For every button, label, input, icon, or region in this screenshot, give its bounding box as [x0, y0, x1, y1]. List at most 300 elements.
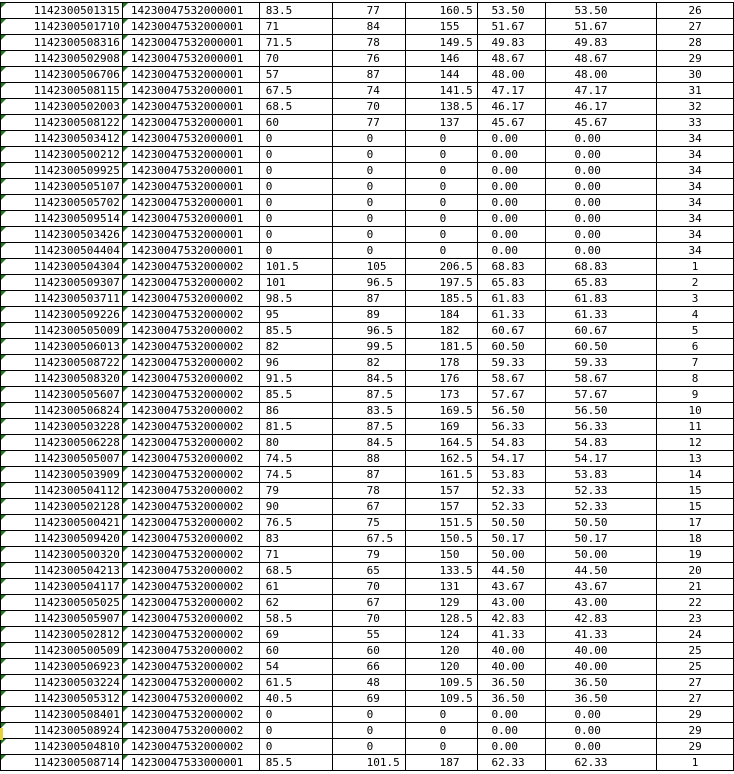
table-cell[interactable]: 66 [332, 659, 405, 675]
table-cell[interactable]: 1142300501710 [1, 19, 123, 35]
table-cell[interactable]: 28 [657, 35, 734, 51]
table-cell[interactable]: 85.5 [259, 387, 332, 403]
table-cell[interactable]: 1142300505007 [1, 451, 123, 467]
table-cell[interactable]: 61.83 [546, 291, 657, 307]
table-cell[interactable]: 14230047532000002 [122, 499, 259, 515]
table-cell[interactable]: 26 [657, 3, 734, 19]
table-cell[interactable]: 0 [405, 739, 477, 755]
table-cell[interactable]: 144 [405, 67, 477, 83]
table-cell[interactable]: 18 [657, 531, 734, 547]
table-cell[interactable]: 0 [259, 211, 332, 227]
table-cell[interactable]: 14230047532000001 [122, 99, 259, 115]
table-cell[interactable]: 87.5 [332, 387, 405, 403]
table-cell[interactable]: 40.5 [259, 691, 332, 707]
table-cell[interactable]: 68.5 [259, 563, 332, 579]
table-cell[interactable]: 0.00 [546, 243, 657, 259]
table-cell[interactable]: 1142300506013 [1, 339, 123, 355]
table-cell[interactable]: 138.5 [405, 99, 477, 115]
table-cell[interactable]: 67.5 [332, 531, 405, 547]
table-cell[interactable]: 29 [657, 723, 734, 739]
table-cell[interactable]: 2 [657, 275, 734, 291]
table-cell[interactable]: 14230047532000002 [122, 579, 259, 595]
table-cell[interactable]: 0 [332, 707, 405, 723]
table-cell[interactable]: 0.00 [477, 179, 546, 195]
table-cell[interactable]: 60.67 [546, 323, 657, 339]
table-cell[interactable]: 59.33 [477, 355, 546, 371]
table-cell[interactable]: 87.5 [332, 419, 405, 435]
table-cell[interactable]: 14230047532000002 [122, 515, 259, 531]
table-cell[interactable]: 71 [259, 19, 332, 35]
table-cell[interactable]: 84.5 [332, 371, 405, 387]
table-cell[interactable]: 1142300503426 [1, 227, 123, 243]
table-cell[interactable]: 87 [332, 291, 405, 307]
table-cell[interactable]: 57 [259, 67, 332, 83]
table-cell[interactable]: 9 [657, 387, 734, 403]
table-cell[interactable]: 60.67 [477, 323, 546, 339]
table-cell[interactable]: 169 [405, 419, 477, 435]
table-cell[interactable]: 0 [405, 147, 477, 163]
table-cell[interactable]: 14230047532000002 [122, 643, 259, 659]
table-cell[interactable]: 1142300505009 [1, 323, 123, 339]
table-cell[interactable]: 1142300506923 [1, 659, 123, 675]
table-cell[interactable]: 14230047532000002 [122, 547, 259, 563]
table-cell[interactable]: 14230047532000001 [122, 147, 259, 163]
table-cell[interactable]: 14230047532000001 [122, 131, 259, 147]
table-cell[interactable]: 14230047532000001 [122, 3, 259, 19]
table-cell[interactable]: 176 [405, 371, 477, 387]
table-cell[interactable]: 0 [405, 195, 477, 211]
table-cell[interactable]: 61.33 [546, 307, 657, 323]
table-cell[interactable]: 62.33 [546, 755, 657, 771]
table-cell[interactable]: 0 [332, 211, 405, 227]
table-cell[interactable]: 36.50 [477, 675, 546, 691]
table-cell[interactable]: 0 [332, 179, 405, 195]
table-cell[interactable]: 79 [259, 483, 332, 499]
table-cell[interactable]: 14230047532000002 [122, 275, 259, 291]
table-cell[interactable]: 49.83 [546, 35, 657, 51]
table-cell[interactable]: 30 [657, 67, 734, 83]
table-cell[interactable]: 0.00 [477, 163, 546, 179]
table-cell[interactable]: 65 [332, 563, 405, 579]
table-cell[interactable]: 22 [657, 595, 734, 611]
table-cell[interactable]: 0 [259, 243, 332, 259]
table-cell[interactable]: 76 [332, 51, 405, 67]
table-cell[interactable]: 25 [657, 659, 734, 675]
table-cell[interactable]: 1142300500212 [1, 147, 123, 163]
table-cell[interactable]: 1142300504810 [1, 739, 123, 755]
table-cell[interactable]: 0.00 [477, 723, 546, 739]
table-cell[interactable]: 169.5 [405, 403, 477, 419]
table-cell[interactable]: 0 [332, 195, 405, 211]
table-cell[interactable]: 0.00 [546, 179, 657, 195]
table-cell[interactable]: 0 [259, 707, 332, 723]
table-cell[interactable]: 50.17 [546, 531, 657, 547]
table-cell[interactable]: 27 [657, 19, 734, 35]
table-cell[interactable]: 14230047532000001 [122, 115, 259, 131]
table-cell[interactable]: 27 [657, 675, 734, 691]
table-cell[interactable]: 0 [332, 723, 405, 739]
table-cell[interactable]: 40.00 [477, 643, 546, 659]
table-cell[interactable]: 1142300502128 [1, 499, 123, 515]
table-cell[interactable]: 10 [657, 403, 734, 419]
table-cell[interactable]: 173 [405, 387, 477, 403]
table-cell[interactable]: 14230047532000002 [122, 323, 259, 339]
table-cell[interactable]: 32 [657, 99, 734, 115]
table-cell[interactable]: 34 [657, 195, 734, 211]
table-cell[interactable]: 1142300508401 [1, 707, 123, 723]
table-cell[interactable]: 206.5 [405, 259, 477, 275]
table-cell[interactable]: 0.00 [546, 211, 657, 227]
table-cell[interactable]: 50.50 [477, 515, 546, 531]
table-cell[interactable]: 34 [657, 163, 734, 179]
table-cell[interactable]: 151.5 [405, 515, 477, 531]
table-cell[interactable]: 60 [332, 643, 405, 659]
table-cell[interactable]: 80 [259, 435, 332, 451]
table-cell[interactable]: 67 [332, 595, 405, 611]
table-cell[interactable]: 1142300500421 [1, 515, 123, 531]
table-cell[interactable]: 0 [332, 163, 405, 179]
table-cell[interactable]: 75 [332, 515, 405, 531]
table-cell[interactable]: 1 [657, 259, 734, 275]
table-cell[interactable]: 96.5 [332, 323, 405, 339]
table-cell[interactable]: 52.33 [477, 483, 546, 499]
table-cell[interactable]: 65.83 [477, 275, 546, 291]
table-cell[interactable]: 54.83 [546, 435, 657, 451]
table-cell[interactable]: 1142300505025 [1, 595, 123, 611]
table-cell[interactable]: 53.83 [477, 467, 546, 483]
table-cell[interactable]: 77 [332, 3, 405, 19]
table-cell[interactable]: 137 [405, 115, 477, 131]
table-cell[interactable]: 56.50 [477, 403, 546, 419]
table-cell[interactable]: 87 [332, 67, 405, 83]
table-cell[interactable]: 53.50 [477, 3, 546, 19]
table-cell[interactable]: 82 [332, 355, 405, 371]
table-cell[interactable]: 1142300509226 [1, 307, 123, 323]
table-cell[interactable]: 70 [332, 99, 405, 115]
table-cell[interactable]: 54 [259, 659, 332, 675]
table-cell[interactable]: 14230047532000002 [122, 451, 259, 467]
table-cell[interactable]: 14230047532000001 [122, 195, 259, 211]
table-cell[interactable]: 25 [657, 643, 734, 659]
table-cell[interactable]: 14230047532000002 [122, 259, 259, 275]
table-cell[interactable]: 0 [259, 739, 332, 755]
table-cell[interactable]: 14230047532000002 [122, 371, 259, 387]
table-cell[interactable]: 50.00 [546, 547, 657, 563]
table-cell[interactable]: 68.83 [477, 259, 546, 275]
table-cell[interactable]: 98.5 [259, 291, 332, 307]
table-cell[interactable]: 0 [405, 179, 477, 195]
table-cell[interactable]: 0 [405, 723, 477, 739]
table-cell[interactable]: 157 [405, 499, 477, 515]
table-cell[interactable]: 89 [332, 307, 405, 323]
table-cell[interactable]: 5 [657, 323, 734, 339]
table-cell[interactable]: 36.50 [546, 675, 657, 691]
table-cell[interactable]: 50.17 [477, 531, 546, 547]
table-cell[interactable]: 52.33 [546, 483, 657, 499]
table-cell[interactable]: 14230047532000001 [122, 243, 259, 259]
table-cell[interactable]: 0 [259, 163, 332, 179]
table-cell[interactable]: 60.50 [477, 339, 546, 355]
table-cell[interactable]: 90 [259, 499, 332, 515]
table-cell[interactable]: 101 [259, 275, 332, 291]
table-cell[interactable]: 91.5 [259, 371, 332, 387]
table-cell[interactable]: 14230047532000002 [122, 291, 259, 307]
table-cell[interactable]: 14230047532000002 [122, 563, 259, 579]
table-cell[interactable]: 15 [657, 499, 734, 515]
table-cell[interactable]: 1142300503711 [1, 291, 123, 307]
table-cell[interactable]: 0 [332, 227, 405, 243]
table-cell[interactable]: 0 [259, 227, 332, 243]
table-cell[interactable]: 109.5 [405, 691, 477, 707]
table-cell[interactable]: 40.00 [546, 659, 657, 675]
table-cell[interactable]: 79 [332, 547, 405, 563]
table-cell[interactable]: 182 [405, 323, 477, 339]
table-cell[interactable]: 52.33 [546, 499, 657, 515]
table-cell[interactable]: 0.00 [546, 147, 657, 163]
table-cell[interactable]: 83.5 [332, 403, 405, 419]
table-cell[interactable]: 14230047532000001 [122, 83, 259, 99]
table-cell[interactable]: 1142300505907 [1, 611, 123, 627]
table-cell[interactable]: 0.00 [546, 227, 657, 243]
table-cell[interactable]: 14230047532000002 [122, 419, 259, 435]
table-cell[interactable]: 19 [657, 547, 734, 563]
table-cell[interactable]: 14230047532000002 [122, 723, 259, 739]
table-cell[interactable]: 34 [657, 211, 734, 227]
table-cell[interactable]: 40.00 [477, 659, 546, 675]
table-cell[interactable]: 42.83 [477, 611, 546, 627]
table-cell[interactable]: 0 [332, 131, 405, 147]
table-cell[interactable]: 84.5 [332, 435, 405, 451]
table-cell[interactable]: 160.5 [405, 3, 477, 19]
table-cell[interactable]: 85.5 [259, 323, 332, 339]
table-cell[interactable]: 45.67 [546, 115, 657, 131]
table-cell[interactable]: 74.5 [259, 467, 332, 483]
table-cell[interactable]: 0 [332, 147, 405, 163]
table-cell[interactable]: 1142300503224 [1, 675, 123, 691]
table-cell[interactable]: 1142300505312 [1, 691, 123, 707]
table-cell[interactable]: 184 [405, 307, 477, 323]
table-cell[interactable]: 83.5 [259, 3, 332, 19]
table-cell[interactable]: 1142300509925 [1, 163, 123, 179]
table-cell[interactable]: 150 [405, 547, 477, 563]
table-cell[interactable]: 61.5 [259, 675, 332, 691]
table-cell[interactable]: 57.67 [477, 387, 546, 403]
table-cell[interactable]: 48.67 [546, 51, 657, 67]
table-cell[interactable]: 58.67 [477, 371, 546, 387]
table-cell[interactable]: 62 [259, 595, 332, 611]
table-cell[interactable]: 0 [332, 739, 405, 755]
table-cell[interactable]: 0 [259, 179, 332, 195]
table-cell[interactable]: 23 [657, 611, 734, 627]
table-cell[interactable]: 45.67 [477, 115, 546, 131]
table-cell[interactable]: 0 [405, 227, 477, 243]
table-cell[interactable]: 1142300504213 [1, 563, 123, 579]
table-cell[interactable]: 71.5 [259, 35, 332, 51]
table-cell[interactable]: 54.17 [546, 451, 657, 467]
table-cell[interactable]: 0 [405, 131, 477, 147]
table-cell[interactable]: 1142300501315 [1, 3, 123, 19]
table-cell[interactable]: 24 [657, 627, 734, 643]
table-cell[interactable]: 34 [657, 131, 734, 147]
table-cell[interactable]: 1142300505607 [1, 387, 123, 403]
table-cell[interactable]: 69 [259, 627, 332, 643]
table-cell[interactable]: 197.5 [405, 275, 477, 291]
table-cell[interactable]: 1 [657, 755, 734, 771]
table-cell[interactable]: 1142300509514 [1, 211, 123, 227]
table-cell[interactable]: 1142300505107 [1, 179, 123, 195]
table-cell[interactable]: 46.17 [546, 99, 657, 115]
table-cell[interactable]: 0 [259, 195, 332, 211]
table-cell[interactable]: 78 [332, 483, 405, 499]
table-cell[interactable]: 70 [332, 579, 405, 595]
table-cell[interactable]: 14230047532000001 [122, 67, 259, 83]
table-cell[interactable]: 69 [332, 691, 405, 707]
table-cell[interactable]: 34 [657, 227, 734, 243]
table-cell[interactable]: 48 [332, 675, 405, 691]
table-cell[interactable]: 48.00 [546, 67, 657, 83]
table-cell[interactable]: 150.5 [405, 531, 477, 547]
table-cell[interactable]: 49.83 [477, 35, 546, 51]
table-cell[interactable]: 56.33 [546, 419, 657, 435]
table-cell[interactable]: 78 [332, 35, 405, 51]
table-cell[interactable]: 1142300504112 [1, 483, 123, 499]
table-cell[interactable]: 14230047532000002 [122, 307, 259, 323]
table-cell[interactable]: 161.5 [405, 467, 477, 483]
table-cell[interactable]: 74.5 [259, 451, 332, 467]
table-cell[interactable]: 14230047532000002 [122, 707, 259, 723]
table-cell[interactable]: 56.50 [546, 403, 657, 419]
table-cell[interactable]: 14230047532000001 [122, 35, 259, 51]
table-cell[interactable]: 141.5 [405, 83, 477, 99]
table-cell[interactable]: 1142300500509 [1, 643, 123, 659]
table-cell[interactable]: 1142300508320 [1, 371, 123, 387]
table-cell[interactable]: 129 [405, 595, 477, 611]
table-cell[interactable]: 1142300503228 [1, 419, 123, 435]
table-cell[interactable]: 1142300506228 [1, 435, 123, 451]
table-cell[interactable]: 41.33 [477, 627, 546, 643]
table-cell[interactable]: 61.33 [477, 307, 546, 323]
table-cell[interactable]: 71 [259, 547, 332, 563]
table-cell[interactable]: 155 [405, 19, 477, 35]
table-cell[interactable]: 1142300505702 [1, 195, 123, 211]
table-cell[interactable]: 13 [657, 451, 734, 467]
table-cell[interactable]: 44.50 [477, 563, 546, 579]
table-cell[interactable]: 14230047532000002 [122, 387, 259, 403]
table-cell[interactable]: 67.5 [259, 83, 332, 99]
table-cell[interactable]: 29 [657, 707, 734, 723]
table-cell[interactable]: 162.5 [405, 451, 477, 467]
table-cell[interactable]: 1142300506706 [1, 67, 123, 83]
table-cell[interactable]: 14230047532000002 [122, 467, 259, 483]
table-cell[interactable]: 43.00 [477, 595, 546, 611]
table-cell[interactable]: 48.67 [477, 51, 546, 67]
table-cell[interactable]: 58.5 [259, 611, 332, 627]
table-cell[interactable]: 0.00 [546, 739, 657, 755]
table-cell[interactable]: 146 [405, 51, 477, 67]
table-cell[interactable]: 185.5 [405, 291, 477, 307]
table-cell[interactable]: 164.5 [405, 435, 477, 451]
table-cell[interactable]: 61 [259, 579, 332, 595]
table-cell[interactable]: 43.67 [546, 579, 657, 595]
table-cell[interactable]: 29 [657, 51, 734, 67]
table-cell[interactable]: 1142300502003 [1, 99, 123, 115]
table-cell[interactable]: 14230047532000001 [122, 163, 259, 179]
table-cell[interactable]: 14230047532000002 [122, 355, 259, 371]
table-cell[interactable]: 101.5 [259, 259, 332, 275]
table-cell[interactable]: 67 [332, 499, 405, 515]
table-cell[interactable]: 57.67 [546, 387, 657, 403]
table-cell[interactable]: 105 [332, 259, 405, 275]
table-cell[interactable]: 157 [405, 483, 477, 499]
table-cell[interactable]: 55 [332, 627, 405, 643]
table-cell[interactable]: 14230047532000002 [122, 435, 259, 451]
table-cell[interactable]: 1142300504404 [1, 243, 123, 259]
table-cell[interactable]: 0 [332, 243, 405, 259]
table-cell[interactable]: 0.00 [477, 739, 546, 755]
table-cell[interactable]: 51.67 [546, 19, 657, 35]
table-cell[interactable]: 96 [259, 355, 332, 371]
table-cell[interactable]: 50.00 [477, 547, 546, 563]
table-cell[interactable]: 83 [259, 531, 332, 547]
table-cell[interactable]: 14230047532000001 [122, 51, 259, 67]
table-cell[interactable]: 60.50 [546, 339, 657, 355]
table-cell[interactable]: 149.5 [405, 35, 477, 51]
table-cell[interactable]: 131 [405, 579, 477, 595]
table-cell[interactable]: 77 [332, 115, 405, 131]
table-cell[interactable]: 33 [657, 115, 734, 131]
table-cell[interactable]: 0 [259, 131, 332, 147]
table-cell[interactable]: 20 [657, 563, 734, 579]
table-cell[interactable]: 109.5 [405, 675, 477, 691]
table-cell[interactable]: 53.83 [546, 467, 657, 483]
table-cell[interactable]: 14230047532000002 [122, 611, 259, 627]
table-cell[interactable]: 14230047532000002 [122, 659, 259, 675]
table-cell[interactable]: 1142300508714 [1, 755, 123, 771]
table-cell[interactable]: 0 [405, 243, 477, 259]
table-cell[interactable]: 74 [332, 83, 405, 99]
table-cell[interactable]: 0.00 [477, 195, 546, 211]
table-cell[interactable]: 68.5 [259, 99, 332, 115]
table-cell[interactable]: 70 [259, 51, 332, 67]
table-cell[interactable]: 86 [259, 403, 332, 419]
table-cell[interactable]: 81.5 [259, 419, 332, 435]
table-cell[interactable]: 133.5 [405, 563, 477, 579]
table-cell[interactable]: 0 [405, 707, 477, 723]
table-cell[interactable]: 51.67 [477, 19, 546, 35]
table-cell[interactable]: 54.83 [477, 435, 546, 451]
table-cell[interactable]: 56.33 [477, 419, 546, 435]
table-cell[interactable]: 48.00 [477, 67, 546, 83]
table-cell[interactable]: 44.50 [546, 563, 657, 579]
table-cell[interactable]: 1142300508316 [1, 35, 123, 51]
table-cell[interactable]: 1142300508115 [1, 83, 123, 99]
table-cell[interactable]: 62.33 [477, 755, 546, 771]
table-cell[interactable]: 124 [405, 627, 477, 643]
table-cell[interactable]: 14230047532000002 [122, 627, 259, 643]
table-cell[interactable]: 1142300503909 [1, 467, 123, 483]
table-cell[interactable]: 14230047532000001 [122, 227, 259, 243]
table-cell[interactable]: 0.00 [546, 195, 657, 211]
table-cell[interactable]: 99.5 [332, 339, 405, 355]
table-cell[interactable]: 43.00 [546, 595, 657, 611]
table-cell[interactable]: 42.83 [546, 611, 657, 627]
table-cell[interactable]: 0.00 [546, 131, 657, 147]
table-cell[interactable]: 0.00 [477, 707, 546, 723]
table-cell[interactable]: 14230047532000001 [122, 179, 259, 195]
table-cell[interactable]: 14230047532000002 [122, 403, 259, 419]
table-cell[interactable]: 34 [657, 147, 734, 163]
table-cell[interactable]: 41.33 [546, 627, 657, 643]
